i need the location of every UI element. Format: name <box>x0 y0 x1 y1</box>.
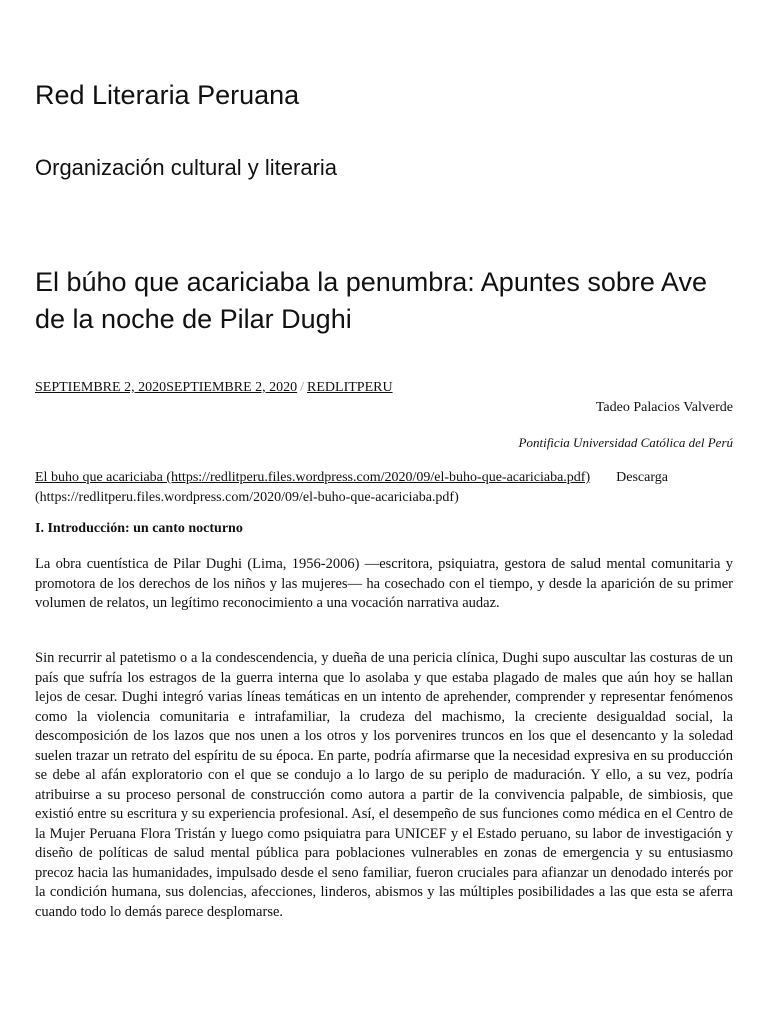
post-author-link[interactable]: REDLITPERU <box>307 380 393 395</box>
post-date-link[interactable]: SEPTIEMBRE 2, 2020SEPTIEMBRE 2, 2020 <box>35 380 298 395</box>
download-text: Descarga (https://redlitperu.files.wordpress.com/2020/09/el-buho-que-acariciaba.pdf) <box>35 470 668 505</box>
author-byline: Tadeo Palacios Valverde <box>595 400 733 415</box>
post-meta <box>35 380 393 396</box>
post-title: El búho que acariciaba la penumbra: Apuntes sobre Ave de la noche de Pilar Dughi <box>35 267 707 334</box>
site-tagline: Organización cultural y literaria <box>35 155 338 180</box>
section-heading: I. Introducción: un canto nocturno <box>35 521 243 536</box>
pdf-file-link[interactable]: El buho que acariciaba (https://redlitperu.files.wordpress.com/2020/09/el-buho-que-acariciaba.pdf) <box>35 470 591 485</box>
author-affiliation: Pontificia Universidad Católica del Perú <box>518 435 733 450</box>
body-paragraph: La obra cuentística de Pilar Dughi (Lima, 1956-2006) —escritora, psiquiatra, gestora de salud mental comunitaria y promotora de los derechos de los niños y las mujeres— ha cosechado con el tiempo, y desde la aparición de su primer volumen de relatos, un legítimo reconocimiento a una vocación narrativa audaz. <box>35 556 733 611</box>
site-title[interactable]: Red Literaria Peruana <box>35 80 300 110</box>
body-paragraph: Sin recurrir al patetismo o a la condescendencia, y dueña de una pericia clínica, Dughi supo auscultar las costuras de un país que sufría los estragos de la guerra interna que lo asolaba y que estaba plagado de males que aún hoy se hallan lejos de cesar. Dughi integró varias líneas temáticas en un intento de aprehender, comprender y representar fenómenos como la violencia comunitaria e intrafamiliar, la crudeza del machismo, la creciente desigualdad social, la descomposición de los lazos que nos unen a los otros y los porvenires truncos en los que el desencanto y la soledad suelen trazar un retrato del espíritu de su época. En parte, podría afirmarse que la necesidad expresiva en su producción se debe al afán exploratorio con el que se condujo a lo largo de su periplo de maduración. Y ello, a su vez, podría atribuirse a su proceso personal de construcción como autora a partir de la convivencia palpable, de simbiosis, que existió entre su escritura y su experiencia profesional. Así, el desempeño de sus funciones como médica en el Centro de la Mujer Peruana Flora Tristán y luego como psiquiatra para UNICEF y el Estado peruano, su labor de investigación y diseño de políticas de salud mental pública para poblaciones vulnerables en zonas de emergencia y su entusiasmo precoz hacia las humanidades, impulsado desde el seno familiar, fueron cruciales para afianzar un denodado interés por la condición humana, sus dolencias, afecciones, linderos, abismos y las múltiples posibilidades a las que esta se aferra cuando todo lo demás parece desplomarse. <box>35 650 733 920</box>
pdf-links <box>35 468 735 508</box>
meta-separator: / <box>300 380 305 395</box>
